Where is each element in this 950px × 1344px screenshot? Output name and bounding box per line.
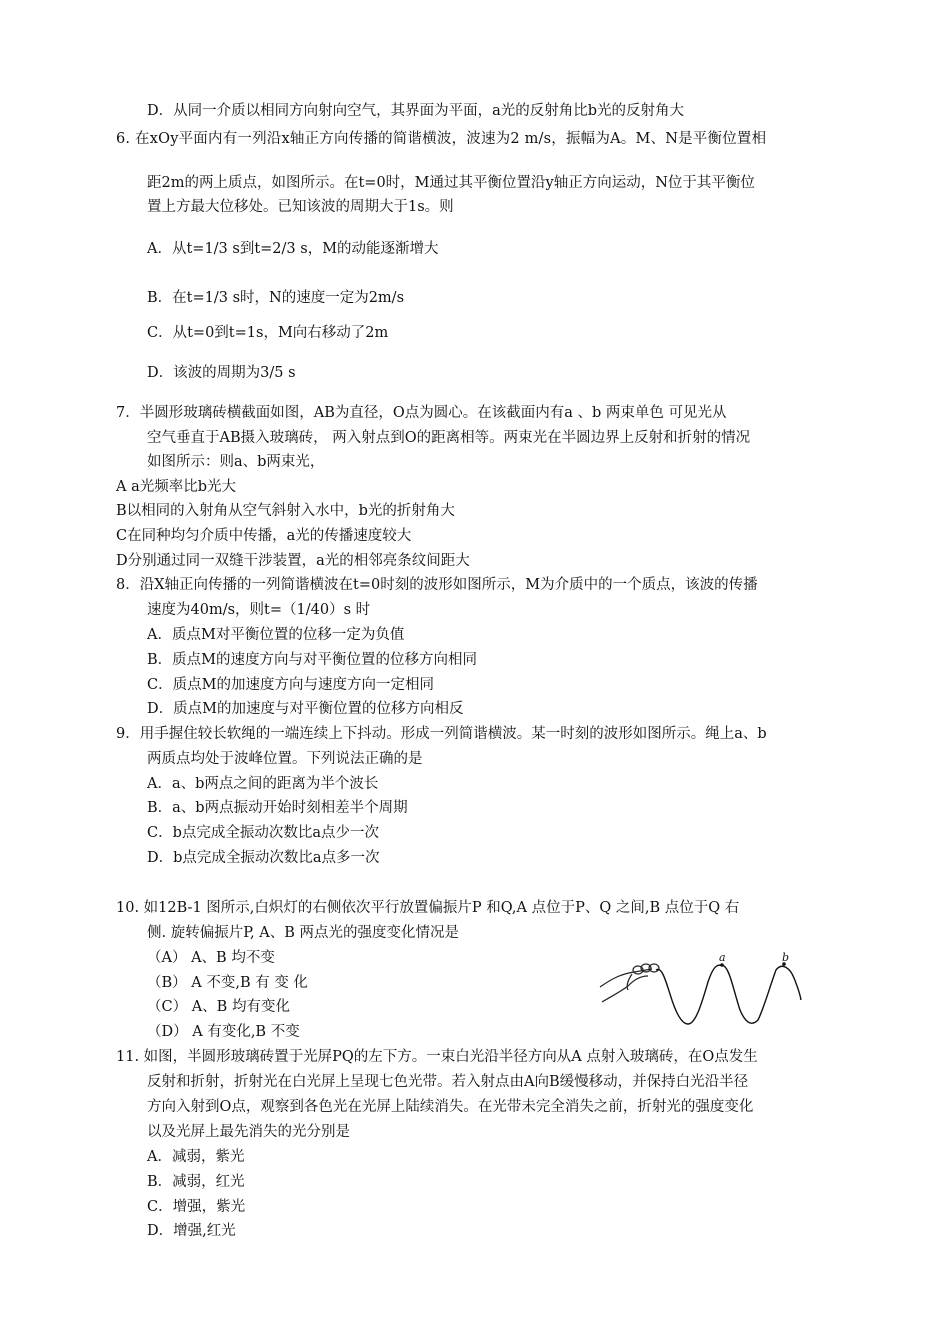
q11-stem-line4: 以及光屏上最先消失的光分别是 <box>147 1124 350 1140</box>
q7-option-c: C在同种均匀介质中传播，a光的传播速度较大 <box>116 528 412 544</box>
q11-stem-line2: 反射和折射，折射光在白光屏上呈现七色光带。若入射点由A向B缓慢移动，并保持白光沿半径 <box>147 1074 749 1090</box>
q6-option-a: A．从t=1/3 s到t=2/3 s，M的动能逐渐增大 <box>147 241 439 257</box>
q11-option-d: D．增强,红光 <box>147 1223 236 1239</box>
q7-stem-line2: 空气垂直于AB摄入玻璃砖， 两入射点到O的距离相等。两束光在半圆边界上反射和折射的情况 <box>147 430 751 446</box>
rope-wave-figure <box>598 952 803 1030</box>
q10-option-c: （C） A、B 均有变化 <box>147 999 290 1015</box>
q10-stem-line2: 侧. 旋转偏振片P, A、B 两点光的强度变化情况是 <box>147 925 459 941</box>
q5-option-d: D．从同一介质以相同方向射向空气，其界面为平面，a光的反射角比b光的反射角大 <box>147 103 685 119</box>
q10-stem-line1: 10. 如12B-1 图所示,白炽灯的右侧依次平行放置偏振片P 和Q,A 点位于P、Q 之间,B 点位于Q 右 <box>116 900 740 916</box>
q11-option-c: C．增强，紫光 <box>147 1199 246 1215</box>
q8-option-c: C．质点M的加速度方向与速度方向一定相同 <box>147 677 434 693</box>
q9-stem-line1: 9．用手握住较长软绳的一端连续上下抖动。形成一列简谐横波。某一时刻的波形如图所示。绳上a、b <box>116 726 767 742</box>
q6-option-c: C．从t=0到t=1s，M向右移动了2m <box>147 325 389 341</box>
q11-option-b: B．减弱，红光 <box>147 1174 245 1190</box>
rope-wave <box>656 965 801 1024</box>
q6-stem-line2: 距2m的两上质点，如图所示。在t=0时，M通过其平衡位置沿y轴正方向运动，N位于其平衡位 <box>147 175 755 191</box>
point-b-label: b <box>782 952 790 964</box>
q6-option-b: B．在t=1/3 s时，N的速度一定为2m/s <box>147 290 405 306</box>
q7-option-a: A a光频率比b光大 <box>116 479 237 495</box>
q9-option-a: A．a、b两点之间的距离为半个波长 <box>147 776 379 792</box>
q9-stem-line2: 两质点均处于波峰位置。下列说法正确的是 <box>147 751 423 767</box>
q6-stem-line3: 置上方最大位移处。已知该波的周期大于1s。则 <box>147 199 454 215</box>
q10-option-d: （D） A 有变化,B 不变 <box>147 1024 300 1040</box>
q6-option-d: D．该波的周期为3/5 s <box>147 365 296 381</box>
q6-stem-line1: 6. 在xOy平面内有一列沿x轴正方向传播的简谐横波，波速为2 m/s，振幅为A。M、N是平衡位置相 <box>116 131 767 147</box>
q9-option-d: D．b点完成全振动次数比a点多一次 <box>147 850 380 866</box>
q9-option-c: C．b点完成全振动次数比a点少一次 <box>147 825 380 841</box>
q8-stem-line1: 8．沿X轴正向传播的一列简谐横波在t=0时刻的波形如图所示，M为介质中的一个质点，该波的传播 <box>116 577 758 593</box>
q7-option-d: D分别通过同一双缝干涉装置，a光的相邻亮条纹间距大 <box>116 553 470 569</box>
q10-option-b: （B） A 不变,B 有 变 化 <box>147 975 308 991</box>
q9-option-b: B．a、b两点振动开始时刻相差半个周期 <box>147 800 408 816</box>
q7-stem-line3: 如图所示：则a、b两束光， <box>147 454 325 470</box>
q8-stem-line2: 速度为40m/s，则t=（1/40）s 时 <box>147 602 371 618</box>
q7-stem-line1: 7．半圆形玻璃砖横截面如图，AB为直径，O点为圆心。在该截面内有a 、b 两束单色 可见光从 <box>116 405 727 421</box>
q8-option-a: A．质点M对平衡位置的位移一定为负值 <box>147 627 405 643</box>
q11-option-a: A．减弱，紫光 <box>147 1149 245 1165</box>
q8-option-b: B．质点M的速度方向与对平衡位置的位移方向相同 <box>147 652 478 668</box>
point-a-label: a <box>719 952 726 964</box>
q8-option-d: D．质点M的加速度与对平衡位置的位移方向相反 <box>147 701 464 717</box>
q10-option-a: （A） A、B 均不变 <box>147 950 275 966</box>
hand-drawing <box>600 964 659 1002</box>
q7-option-b: B以相同的入射角从空气斜射入水中，b光的折射角大 <box>116 503 455 519</box>
q11-stem-line3: 方向入射到O点，观察到各色光在光屏上陆续消失。在光带未完全消失之前，折射光的强度变化 <box>147 1099 754 1115</box>
q11-stem-line1: 11. 如图，半圆形玻璃砖置于光屏PQ的左下方。一束白光沿半径方向从A 点射入玻璃砖，在O点发生 <box>116 1049 758 1065</box>
